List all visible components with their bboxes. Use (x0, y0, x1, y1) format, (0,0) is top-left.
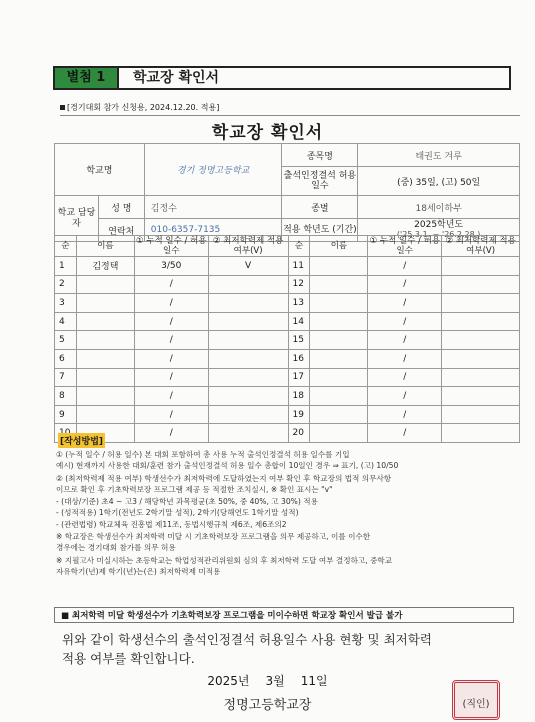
guide-line: 예시) 현재까지 사용한 대회/훈련 참가 출석인정결석 허용 일수 총합이 10일인 경우 ⇒ 표기, (고) 10/50 (56, 461, 399, 470)
row-name (76, 349, 134, 368)
table-row (55, 275, 520, 294)
guide-line: 이므로 확인 후 기초학력보장 프로그램 제공 등 적절한 조치실시, ※ 확인 표시는 "v" (56, 485, 333, 494)
row-no: 16 (288, 349, 310, 368)
event-value: 태권도 겨루 (358, 144, 520, 167)
row-days: / (368, 294, 442, 313)
name-label: 성 명 (98, 196, 144, 219)
table-row (55, 405, 520, 424)
date-year: 2025년 (207, 674, 250, 688)
allow-value: (중) 35일, (고) 50일 (358, 167, 520, 196)
row-no: 4 (55, 312, 77, 331)
row-no: 5 (55, 331, 77, 350)
row-min (208, 405, 288, 424)
guide-line: ※ 지필고사 미실시하는 초등학교는 학업성적관리위원회 심의 후 최저학력 도달 여부 결정하고, 중학교 (56, 556, 393, 565)
table-row (55, 331, 520, 350)
notice-text (60, 102, 219, 113)
official-seal (452, 680, 500, 720)
row-name (310, 294, 368, 313)
student-list-table (54, 235, 520, 443)
row-no: 19 (288, 405, 310, 424)
row-no: 9 (55, 405, 77, 424)
guide-line: - (대상/기준) 초4 ~ 고3 / 해당학년 과목평균(초 50%, 중 40%, 고 30%) 적용 (56, 497, 318, 506)
row-no: 14 (288, 312, 310, 331)
manager-label: 학교 담당자 (55, 196, 99, 242)
row-no: 7 (55, 368, 77, 387)
info-table (54, 143, 520, 242)
warning-box: ■ 최저학력 미달 학생선수가 기초학력보장 프로그램을 미이수하면 학교장 확인서 발급 불가 (54, 607, 514, 623)
appendix-badge: 별첨 1 (55, 68, 119, 88)
row-days: / (368, 424, 442, 443)
row-name (76, 331, 134, 350)
table-row (55, 349, 520, 368)
table-row (55, 424, 520, 443)
appendix-title: 학교장 확인서 (133, 70, 220, 86)
row-min (208, 294, 288, 313)
row-days: / (368, 405, 442, 424)
guide-line: ② (최저학력제 적용 여부) 학생선수가 최저학력에 도달하였는지 여부 확인 후 학교장의 법적 의무사항 (56, 474, 392, 483)
row-name (310, 405, 368, 424)
row-min (208, 368, 288, 387)
guide-line: 자유학기(년)제 학기(년)는(은) 최저학력제 미적용 (56, 567, 221, 576)
row-min (442, 405, 520, 424)
row-min (208, 349, 288, 368)
row-min (208, 331, 288, 350)
row-days: / (368, 312, 442, 331)
appendix-header (53, 66, 511, 90)
row-min (208, 424, 288, 443)
year-value: 2025학년도 (414, 220, 464, 230)
row-name (310, 275, 368, 294)
row-name (310, 312, 368, 331)
date-day: 11일 (300, 674, 328, 688)
period-value: ('25.3.1. ~ '26.2.28.) (396, 230, 481, 239)
table-row (55, 387, 520, 406)
row-days: / (134, 294, 208, 313)
col-min-2: ② 최저학력제 적용 여부(V) (442, 236, 520, 257)
row-days: / (368, 257, 442, 276)
row-days: / (368, 349, 442, 368)
row-days: 3/50 (134, 257, 208, 276)
table-row (55, 294, 520, 313)
row-min (442, 312, 520, 331)
row-days: / (368, 275, 442, 294)
guide-heading: [작성방법] (58, 433, 105, 448)
row-name: 김정택 (76, 257, 134, 276)
row-min (442, 349, 520, 368)
row-name (310, 257, 368, 276)
row-no: 3 (55, 294, 77, 313)
row-no: 6 (55, 349, 77, 368)
kind-value: 18세이하부 (358, 196, 520, 219)
row-name (76, 312, 134, 331)
col-no-2: 순 (288, 236, 310, 257)
col-name-2: 이름 (310, 236, 368, 257)
kind-label: 종별 (282, 196, 358, 219)
row-days: / (134, 387, 208, 406)
year-label: 적용 학년도 (기간) (282, 219, 358, 242)
row-days: / (134, 312, 208, 331)
row-no: 17 (288, 368, 310, 387)
table-row (55, 368, 520, 387)
row-min (442, 424, 520, 443)
contact-value: 010-6357-7135 (144, 219, 282, 242)
divider (60, 115, 520, 116)
col-days: ① 누적 일수 / 허용 일수 (135, 236, 207, 256)
row-min (442, 331, 520, 350)
row-name (310, 368, 368, 387)
row-name (76, 294, 134, 313)
table-row (55, 257, 520, 276)
col-days-2: ① 누적 일수 / 허용 일수 (369, 236, 441, 256)
row-no: 2 (55, 275, 77, 294)
row-min (208, 387, 288, 406)
row-no: 12 (288, 275, 310, 294)
row-days: / (368, 368, 442, 387)
name-value: 김정수 (144, 196, 282, 219)
row-name (76, 387, 134, 406)
row-name (310, 424, 368, 443)
row-no: 13 (288, 294, 310, 313)
row-name (310, 349, 368, 368)
col-min: ② 최저학력제 적용 여부(V) (208, 236, 288, 257)
school-signature: 정명고등학교장 (223, 698, 312, 713)
row-days: / (134, 424, 208, 443)
guide-line: ※ 학교장은 학생선수가 최저학력 미달 시 기초학력보장 프로그램을 의무 제공하고, 이를 이수한 (56, 532, 371, 541)
row-days: / (368, 387, 442, 406)
row-min (442, 387, 520, 406)
row-days: / (134, 405, 208, 424)
row-name (76, 405, 134, 424)
guide-line: - (관련법령) 학교체육 진흥법 제11조, 동법시행규칙 제6조, 제6조의2 (56, 520, 287, 529)
row-days: / (134, 331, 208, 350)
col-no: 순 (55, 236, 77, 257)
row-name (76, 275, 134, 294)
row-no: 1 (55, 257, 77, 276)
guide-line: ① (누적 일수 / 허용 일수) 본 대회 포함하여 총 사용 누적 출석인정결석 허용 일수를 기입 (56, 450, 350, 459)
row-days: / (134, 275, 208, 294)
row-no: 20 (288, 424, 310, 443)
seal-text: (직인) (462, 699, 490, 710)
statement-line-2: 적용 여부를 확인합니다. (62, 651, 195, 666)
row-days: / (134, 368, 208, 387)
row-name (310, 331, 368, 350)
form-title: 학교장 확인서 (211, 123, 324, 143)
notice-label: [경기대회 참가 신청용, 2024.12.20. 적용] (67, 103, 220, 112)
col-name: 이름 (76, 236, 134, 257)
date-month: 3월 (265, 674, 285, 688)
row-no: 11 (288, 257, 310, 276)
row-min (442, 275, 520, 294)
contact-label: 연락처 (98, 219, 144, 242)
row-name (76, 368, 134, 387)
row-min: V (208, 257, 288, 276)
row-min (442, 257, 520, 276)
guide-line: 경우에는 경기대회 참가를 의무 허용 (56, 543, 176, 552)
row-min (208, 275, 288, 294)
allow-label: 출석인정결석 허용 일수 (282, 167, 358, 196)
statement-line-1: 위와 같이 학생선수의 출석인정결석 허용일수 사용 현황 및 최저학력 (62, 632, 432, 647)
row-days: / (134, 349, 208, 368)
school-label: 학교명 (55, 144, 145, 196)
guide-line: - (성적적용) 1학기(전년도 2학기말 성적), 2학기(당해연도 1학기말 성적) (56, 508, 299, 517)
row-no: 15 (288, 331, 310, 350)
row-no: 18 (288, 387, 310, 406)
row-days: / (368, 331, 442, 350)
row-min (442, 294, 520, 313)
row-no: 8 (55, 387, 77, 406)
square-bullet-icon (60, 105, 65, 110)
row-min (208, 312, 288, 331)
row-name (310, 387, 368, 406)
event-label: 종목명 (282, 144, 358, 167)
table-row (55, 312, 520, 331)
row-min (442, 368, 520, 387)
school-value: 경기 정명고등학교 (144, 144, 282, 196)
